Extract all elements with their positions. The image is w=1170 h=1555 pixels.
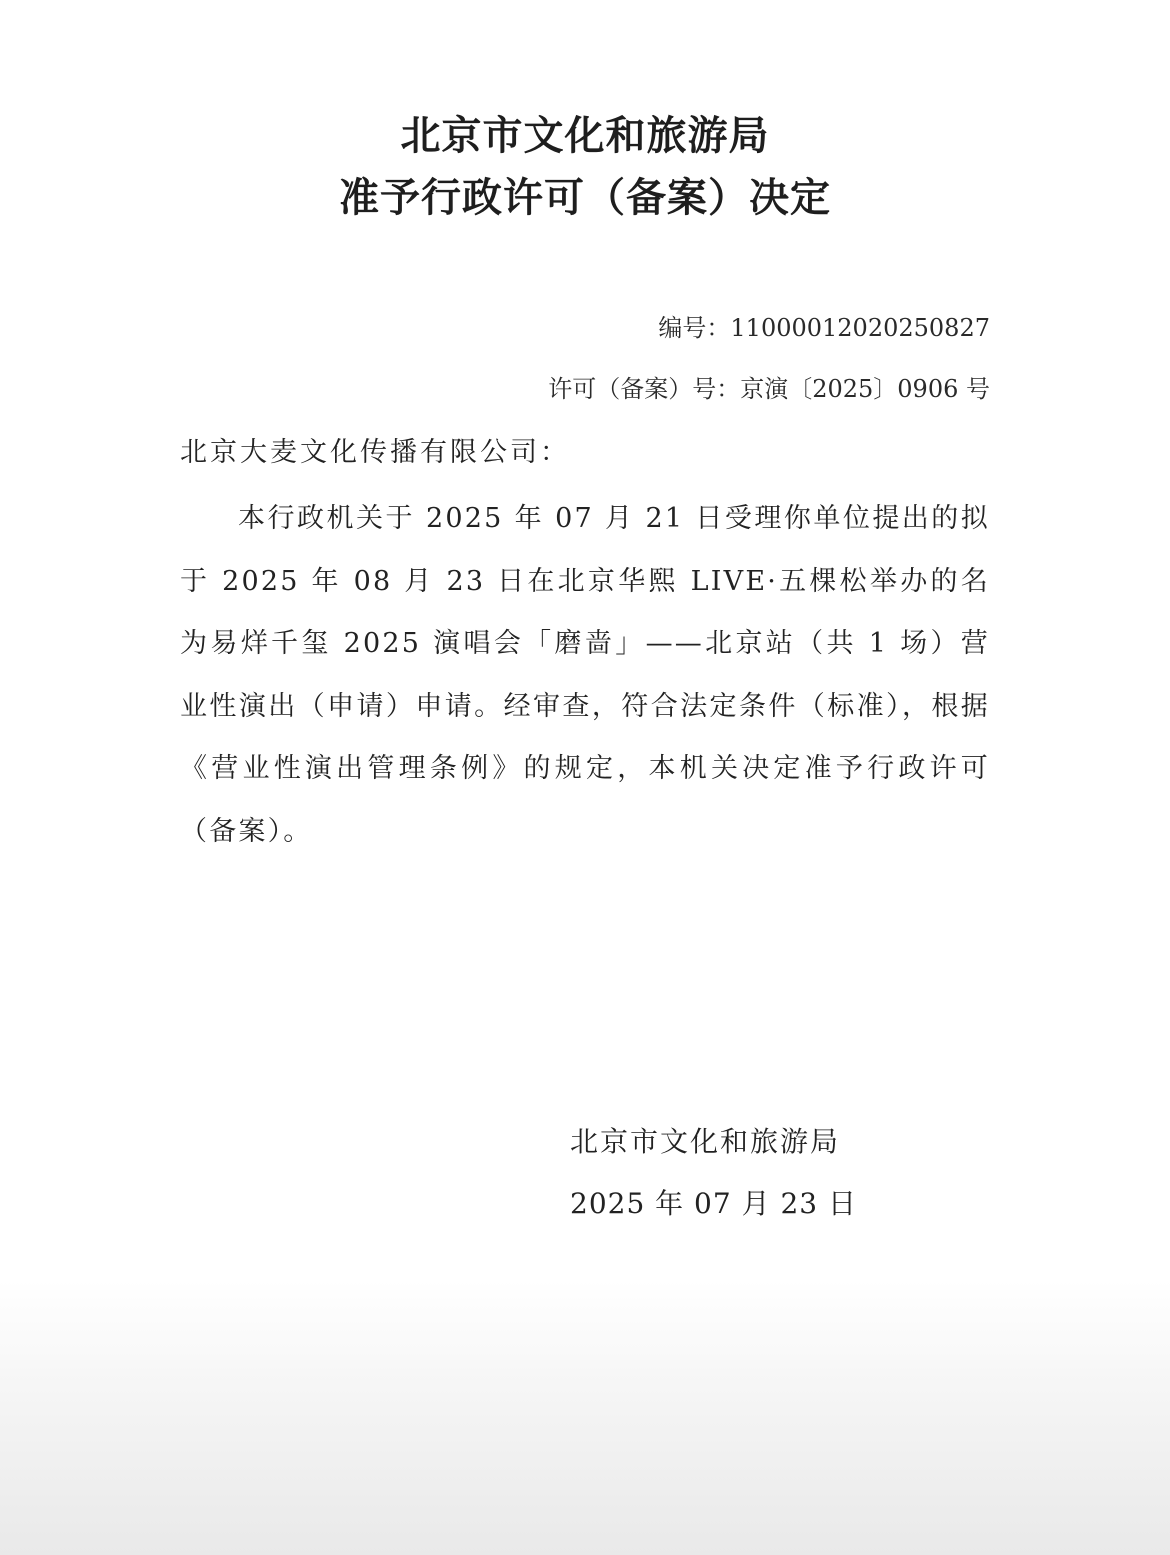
decision-body-paragraph: 本行政机关于 2025 年 07 月 21 日受理你单位提出的拟于 2025 年 08 月 23 日在北京华熙 LIVE·五棵松举办的名为易烊千玺 2025 演唱会「磨啬」——北京站（共 1 场）营业性演出（申请）申请。经审查，符合法定条件（标准），根据《营业性演出管理条例》的规定，本机关决定准予行政许可（备案）。 xyxy=(180,503,990,847)
signature-date: 2025 年 07 月 23 日 xyxy=(570,1187,858,1220)
serial-number: 编号：11000012020250827 xyxy=(658,314,990,342)
addressee: 北京大麦文化传播有限公司： xyxy=(180,437,570,468)
document-title-line-1: 北京市文化和旅游局 xyxy=(400,113,770,159)
document-title-line-2: 准予行政许可（备案）决定 xyxy=(339,175,831,221)
permit-number: 许可（备案）号：京演〔2025〕0906 号 xyxy=(548,375,990,403)
signature-organization: 北京市文化和旅游局 xyxy=(570,1125,841,1158)
